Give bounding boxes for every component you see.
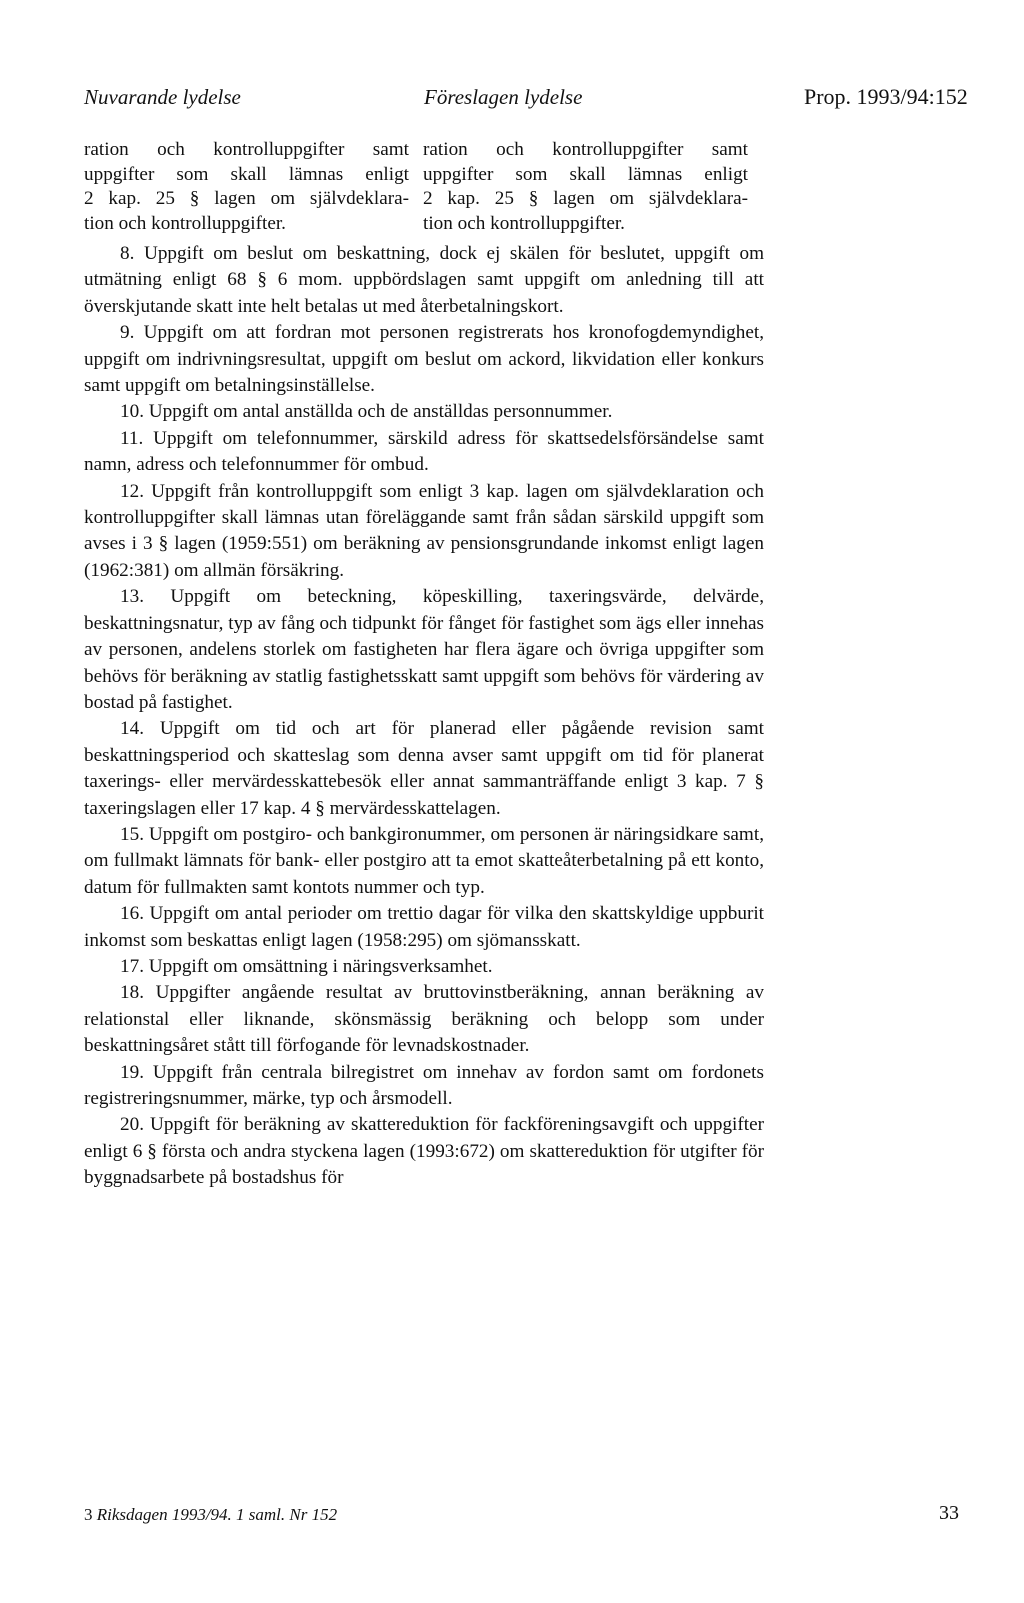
proposed-line: uppgifter som skall lämnas enligt [423,163,748,185]
paragraph-12: 12. Uppgift från kontrolluppgift som enligt 3 kap. lagen om självdeklaration och kontrolluppgifter skall lämnas utan föreläggande samt från sådan särskild uppgift som avses i 3 § lagen (1959:551) om beräkning av pensionsgrundande inkomst enligt lagen (1962:381) om allmän försäkring. [84,480,764,581]
proposed-line: ration och kontrolluppgifter samt [423,139,748,160]
paragraph-10: 10. Uppgift om antal anställda och de anställdas personnummer. [120,401,613,423]
page-number: 33 [939,1502,959,1524]
proposed-line: tion och kontrolluppgifter. [423,212,625,234]
paragraph-19: 19. Uppgift från centrala bilregistret om innehav av fordon samt om fordonets registreringsnummer, märke, typ och årsmodell. [84,1061,764,1109]
proposed-line: 2 kap. 25 § lagen om självdeklara- [423,188,748,209]
publication-footer [84,1505,337,1525]
main-text [84,241,764,1192]
current-line: 2 kap. 25 § lagen om självdeklara- [84,188,409,209]
sheet-number: 3 [84,1505,93,1524]
publication-reference: Riksdagen 1993/94. 1 saml. Nr 152 [96,1505,338,1524]
proposed-wording-heading: Föreslagen lydelse [424,85,583,109]
paragraph-15: 15. Uppgift om postgiro- och bankgironummer, om personen är näringsidkare samt, om fullmakt lämnats för bank- eller postgiro att ta emot skatteåterbetalning på ett konto, datum för fullmakten samt kontots nummer och typ. [84,823,764,898]
paragraph-20: 20. Uppgift för beräkning av skattereduktion för fackföreningsavgift och uppgifter enligt 6 § första och andra styckena lagen (1993:672) om skattereduktion för utgifter för byggnadsarbete på bostadshus för [84,1114,764,1189]
paragraph-13: 13. Uppgift om beteckning, köpeskilling, taxeringsvärde, delvärde, beskattningsnatur, typ av fång och tidpunkt för fånget för fastighet som ägs eller innehas av personen, andelens storlek om fastigheten har flera ägare och övriga uppgifter som behövs för beräkning av statlig fastighetsskatt samt uppgift som behövs för värdering av bostad på fastighet. [84,586,764,713]
current-line: ration och kontrolluppgifter samt [84,139,409,160]
paragraph-14: 14. Uppgift om tid och art för planerad eller pågående revision samt beskattningsperiod och skatteslag som denna avser samt uppgift om tid för planerat taxerings- eller mervärdesskattebesök eller annat sammanträffande enligt 3 kap. 7 § taxeringslagen eller 17 kap. 4 § mervärdesskattelagen. [84,718,764,819]
proposed-wording-column [423,138,748,236]
paragraph-11: 11. Uppgift om telefonnummer, särskild adress för skattsedelsförsändelse samt namn, adress och telefonnummer för ombud. [84,427,764,476]
paragraph-18: 18. Uppgifter angående resultat av bruttovinstberäkning, annan beräkning av relationstal eller liknande, skönsmässig beräkning och belopp som under beskattningsåret stått till förfogande för levnadskostnader. [84,982,764,1057]
paragraph-9: 9. Uppgift om att fordran mot personen registrerats hos kronofogdemyndighet, uppgift om indrivningsresultat, uppgift om beslut om ackord, likvidation eller konkurs samt uppgift om betalningsinställelse. [84,322,764,397]
current-wording-column [84,138,409,236]
paragraph-16: 16. Uppgift om antal perioder om trettio dagar för vilka den skattskyldige uppburit inkomst som beskattas enligt lagen (1958:295) om sjömansskatt. [84,903,764,951]
proposition-reference: Prop. 1993/94:152 [804,84,968,109]
current-line: tion och kontrolluppgifter. [84,212,286,234]
paragraph-17: 17. Uppgift om omsättning i näringsverksamhet. [120,955,493,977]
comparison-columns [84,138,764,250]
current-line: uppgifter som skall lämnas enligt [84,163,409,185]
paragraph-8: 8. Uppgift om beslut om beskattning, dock ej skälen för beslutet, uppgift om utmätning enligt 68 § 6 mom. uppbördslagen samt uppgift om anledning till att överskjutande skatt inte helt betalas ut med återbetalningskort. [84,243,764,317]
current-wording-heading: Nuvarande lydelse [84,85,241,109]
